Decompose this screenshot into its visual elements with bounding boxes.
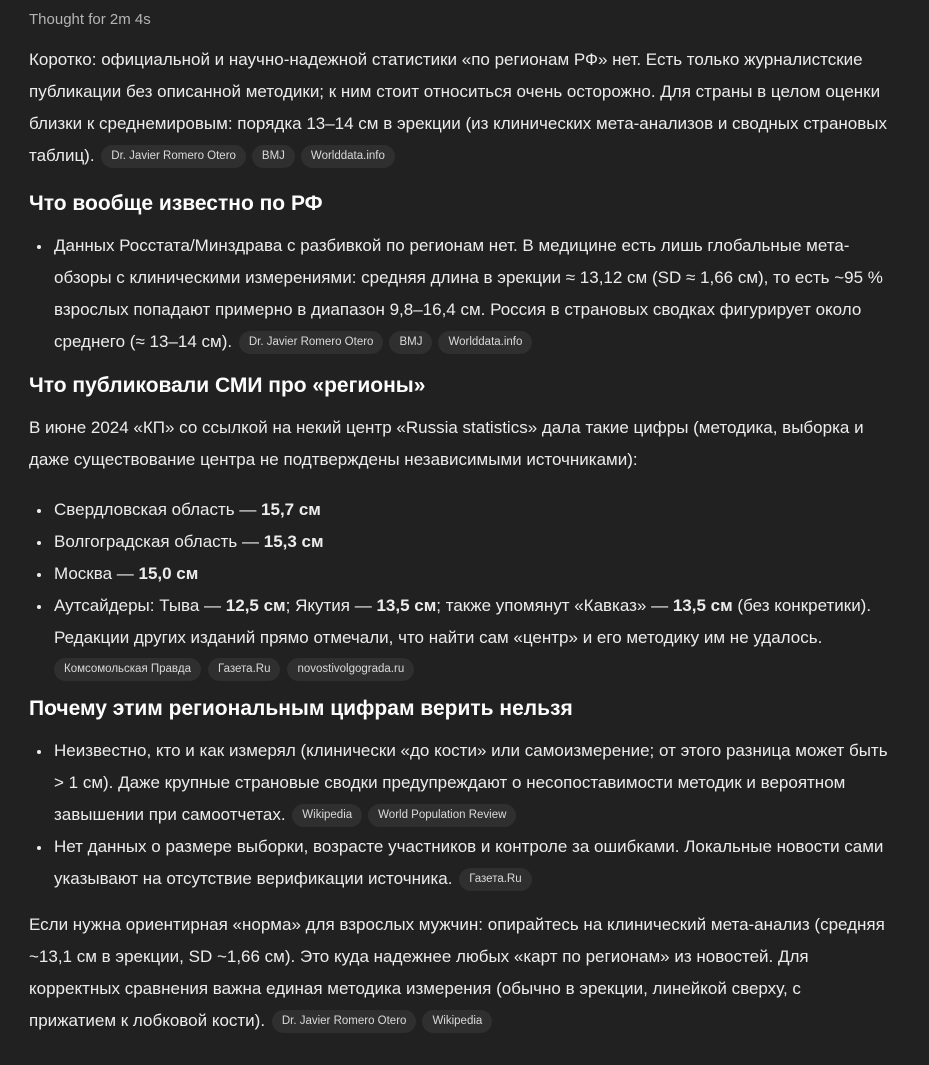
list-item-text: Данных Росстата/Минздрава с разбивкой по регионам нет. В медицине есть лишь глобальные мета-обзоры с клиническими измерениями: средняя длина в эрекции ≈ 13,12 см (SD ≈ 1,66 см), то есть ~95 % взрослых попадают примерно в диапазон 9,8–16,4 см. Россия в страновых сводках фигурирует около среднего (≈ 13–14 см). xyxy=(54,236,883,351)
doubt-list xyxy=(29,735,891,895)
outsiders-text: Аутсайдеры: Тыва — xyxy=(54,596,226,615)
citation-pill[interactable]: Worlddata.info xyxy=(438,331,532,354)
outsiders-text: ; Якутия — xyxy=(285,596,377,615)
citation-pill[interactable]: Wikipedia xyxy=(422,1010,492,1033)
list-item-region xyxy=(52,526,891,558)
intro-paragraph xyxy=(29,44,891,172)
media-lead-paragraph: В июне 2024 «КП» со ссылкой на некий центр «Russia statistics» дала такие цифры (методика, выборка и даже существование центра не подтверждены независимыми источниками): xyxy=(29,418,864,469)
citation-pill[interactable]: Worlddata.info xyxy=(301,145,395,168)
outro-paragraph xyxy=(29,909,891,1037)
citation-pill[interactable]: Комсомольская Правда xyxy=(54,658,201,681)
list-item-outsiders xyxy=(52,590,891,681)
outsiders-value: 13,5 см xyxy=(672,596,733,615)
citation-pill[interactable]: Wikipedia xyxy=(292,804,362,827)
outsiders-value: 12,5 см xyxy=(225,596,286,615)
section-heading-known: Что вообще известно по РФ xyxy=(29,192,323,215)
outro-text: Если нужна ориентирная «норма» для взрослых мужчин: опирайтесь на клинический мета-анализ (средняя ~13,1 см в эрекции, SD ~1,66 см). Это куда надежнее любых «карт по регионам» из новостей. Для корректных сравнения важна единая методика измерения (обычно в эрекции, линейкой сверху, с прижатием к лобковой кости). xyxy=(29,915,885,1031)
region-value: 15,7 см xyxy=(261,500,321,519)
citation-pill[interactable]: Газета.Ru xyxy=(208,658,280,681)
citation-group xyxy=(54,657,891,681)
citation-pill[interactable]: novostivolgograda.ru xyxy=(287,658,414,681)
intro-text: Коротко: официальной и научно-надежной статистики «по регионам РФ» нет. Есть только журналистские публикации без описанной методики; к ним стоит относиться очень осторожно. Для страны в целом оценки близки к среднемировым: порядка 13–14 см в эрекции (из клинических мета-анализов и сводных страновых таблиц). xyxy=(29,50,888,165)
citation-pill[interactable]: Dr. Javier Romero Otero xyxy=(272,1010,417,1033)
outsiders-value: 13,5 см xyxy=(376,596,437,615)
region-value: 15,0 см xyxy=(138,564,199,583)
citation-pill[interactable]: BMJ xyxy=(252,145,295,168)
list-item xyxy=(52,735,891,831)
regions-list xyxy=(29,494,891,681)
citation-pill[interactable]: Газета.Ru xyxy=(459,868,531,891)
editors-note: Редакции других изданий прямо отмечали, что найти сам «центр» и его методику им не удалось. xyxy=(54,628,823,647)
citation-pill[interactable]: Dr. Javier Romero Otero xyxy=(101,145,246,168)
citation-pill[interactable]: BMJ xyxy=(389,331,432,354)
list-item-text: Неизвестно, кто и как измерял (клинически «до кости» или самоизмерение; от этого разница может быть > 1 см). Даже крупные страновые сводки предупреждают о несопоставимости методик и вероятном завышении при самоотчетах. xyxy=(54,741,888,825)
region-value: 15,3 см xyxy=(263,532,324,551)
region-name: Москва — xyxy=(54,564,139,583)
thought-duration-toggle[interactable]: Thought for 2m 4s xyxy=(29,11,151,28)
list-item-region xyxy=(52,558,891,590)
section-heading-media: Что публиковали СМИ про «регионы» xyxy=(29,374,426,397)
region-name: Свердловская область — xyxy=(54,500,262,519)
section-heading-doubt: Почему этим региональным цифрам верить нельзя xyxy=(29,697,573,721)
citation-pill[interactable]: Dr. Javier Romero Otero xyxy=(239,331,384,354)
outsiders-text: (без конкретики). xyxy=(732,596,872,615)
region-name: Волгоградская область — xyxy=(54,532,264,551)
list-item xyxy=(52,230,891,358)
known-list xyxy=(29,230,891,358)
citation-pill[interactable]: World Population Review xyxy=(368,804,516,827)
outsiders-text: ; также упомянут «Кавказ» — xyxy=(436,596,673,615)
list-item-region xyxy=(52,494,891,526)
list-item xyxy=(52,831,891,895)
list-item-text: Нет данных о размере выборки, возрасте участников и контроле за ошибками. Локальные новости сами указывают на отсутствие верификации источника. xyxy=(54,837,884,889)
